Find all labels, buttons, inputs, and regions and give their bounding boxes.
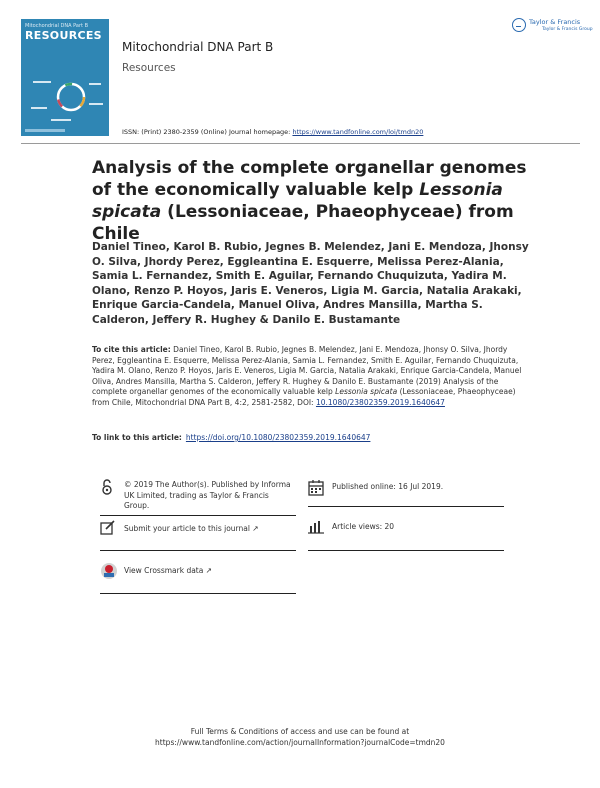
cover-resources-label: RESOURCES [25, 29, 102, 42]
divider [100, 550, 296, 551]
issn-line [122, 128, 423, 136]
article-link-line [92, 433, 370, 442]
publisher-name: Taylor & Francis [529, 18, 581, 26]
external-link-icon: ↗ [205, 566, 213, 575]
external-link-icon: ↗ [252, 524, 259, 533]
crossmark-label: View Crossmark data [124, 566, 204, 575]
cover-journal-name: Mitochondrial DNA Part B [25, 23, 89, 29]
article-views-text: Article views: 20 [332, 522, 395, 531]
crossmark-text [124, 566, 212, 577]
citation-doi-link[interactable]: 10.1080/23802359.2019.1640647 [315, 397, 445, 407]
author-list: Daniel Tineo, Karol B. Rubio, Jegnes B. Melendez, Jani E. Mendoza, Jhonsy O. Silva, Jhordy Perez, Eggleantina E. Esquerre, Melissa Perez-Alania, Samia L. Fernandez, Smith E. Aguilar, Fernando Chuquizuta, Yadira M. Olano, Renzo P. Hoyos, Jaris E. Veneros, Ligia M. Garcia, Natalia Arakaki, Enrique Garcia-Candela, Manuel Oliva, Andres Mansilla, Martha S. Calderon, Jeffery R. Hughey & Danilo E. Bustamante [92, 241, 529, 326]
bar-chart-icon [308, 520, 324, 534]
edit-icon [100, 520, 116, 536]
page-footer [0, 726, 600, 748]
article-title-species: Lessonia spicata [92, 180, 503, 222]
crossmark-icon [100, 562, 118, 580]
footer-terms-url[interactable]: https://www.tandfonline.com/action/journalInformation?journalCode=tmdn20 [155, 738, 445, 747]
crossmark-link[interactable] [100, 562, 296, 584]
calendar-icon [308, 480, 324, 496]
citation-label: To cite this article: [92, 345, 171, 354]
cover-genome-graphic [21, 19, 109, 136]
article-doi-url[interactable]: https://doi.org/10.1080/23802359.2019.1640647 [185, 433, 371, 442]
journal-subtitle: Resources [122, 62, 176, 74]
article-link-label: To link to this article: [92, 433, 182, 442]
journal-title: Mitochondrial DNA Part B [122, 40, 274, 54]
article-title-part1: Analysis of the complete organellar genomes of the economically valuable kelp [92, 158, 527, 200]
publisher-logo-icon [512, 18, 526, 32]
citation-block [92, 345, 532, 409]
citation-species: Lessonia spicata [335, 387, 398, 397]
divider [100, 515, 296, 516]
publisher-logo[interactable] [512, 18, 593, 38]
open-access-icon [100, 478, 114, 496]
publisher-group: Taylor & Francis Group [542, 27, 593, 32]
footer-terms-text: Full Terms & Conditions of access and use can be found at [190, 727, 410, 736]
submit-article-text [124, 524, 259, 535]
article-title-part2: (Lessoniaceae, Phaeophyceae) from Chile [92, 202, 514, 244]
article-title [92, 157, 532, 245]
citation-text-1: Daniel Tineo, Karol B. Rubio, Jegnes B. Melendez, Jani E. Mendoza, Jhonsy O. Silva, Jhordy Perez, Eggleantina E. Esquerre, Melissa Perez-Alania, Samia L. Fernandez, Smith E. Aguilar, Fernando Chuquizuta, Yadira M. Olano, Renzo P. Hoyos, Jaris E. Veneros, Ligia M. Garcia, Natalia Arakaki, Enrique Garcia-Candela, Manuel Oliva, Andres Mansilla, Martha S. Calderon, Jeffery R. Hughey & Danilo E. Bustamante (2019) Analysis of the complete organellar genomes of the economically valuable kelp [92, 345, 522, 397]
submit-article-link[interactable] [100, 520, 296, 542]
license-text: © 2019 The Author(s). Published by Informa UK Limited, trading as Taylor & Francis Group. [124, 480, 291, 510]
article-views-link[interactable] [308, 520, 504, 542]
citation-text-2: (Lessoniaceae, Phaeophyceae) from Chile, Mitochondrial DNA Part B, 4:2, 2581-2582, DOI: [92, 387, 516, 407]
cover-footer-bar [25, 129, 65, 132]
published-info [308, 480, 508, 502]
divider [308, 506, 504, 507]
license-info [100, 478, 296, 520]
divider [308, 550, 504, 551]
divider [100, 593, 296, 594]
submit-article-label: Submit your article to this journal [124, 524, 250, 533]
journal-cover-image[interactable] [21, 19, 109, 136]
issn-text: ISSN: (Print) 2380-2359 (Online) Journal homepage: [122, 128, 293, 136]
journal-homepage-link[interactable]: https://www.tandfonline.com/loi/tmdn20 [292, 128, 424, 136]
header-divider [21, 143, 580, 144]
published-date-text: Published online: 16 Jul 2019. [332, 482, 444, 491]
